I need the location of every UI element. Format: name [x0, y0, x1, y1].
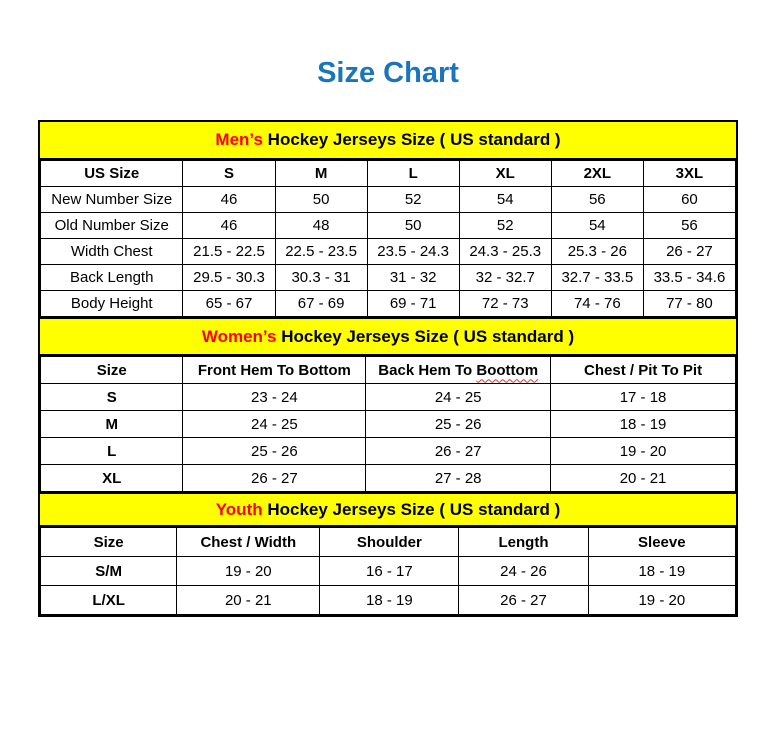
table-cell: 50: [367, 213, 459, 239]
table-cell: 33.5 - 34.6: [643, 265, 735, 291]
row-label: L/XL: [41, 586, 177, 615]
row-label: L: [41, 438, 183, 465]
column-header: XL: [459, 161, 551, 187]
table-cell: 25 - 26: [366, 411, 551, 438]
table-cell: 67 - 69: [275, 291, 367, 317]
table-cell: 26 - 27: [183, 465, 366, 492]
table-cell: 32.7 - 33.5: [551, 265, 643, 291]
row-label: S: [41, 384, 183, 411]
page-title: Size Chart: [317, 57, 459, 89]
table-cell: 69 - 71: [367, 291, 459, 317]
youth-section-title: Hockey Jerseys Size ( US standard ): [262, 499, 561, 519]
column-header: L: [367, 161, 459, 187]
row-label: S/M: [41, 557, 177, 586]
table-cell: 54: [551, 213, 643, 239]
table-cell: 19 - 20: [588, 586, 735, 615]
table-row: [41, 265, 736, 291]
table-row: [41, 586, 736, 615]
table-cell: 77 - 80: [643, 291, 735, 317]
table-cell: 54: [459, 187, 551, 213]
mens-size-table: [40, 160, 736, 317]
row-label: New Number Size: [41, 187, 183, 213]
youth-section-header: [40, 492, 736, 527]
table-cell: 18 - 19: [320, 586, 459, 615]
table-cell: 26 - 27: [459, 586, 588, 615]
table-cell: 20 - 21: [551, 465, 736, 492]
table-row: [41, 187, 736, 213]
column-header: US Size: [41, 161, 183, 187]
table-cell: 26 - 27: [366, 438, 551, 465]
table-row: [41, 465, 736, 492]
table-cell: 22.5 - 23.5: [275, 239, 367, 265]
table-cell: 18 - 19: [551, 411, 736, 438]
table-cell: 23.5 - 24.3: [367, 239, 459, 265]
row-label: XL: [41, 465, 183, 492]
table-cell: 21.5 - 22.5: [183, 239, 275, 265]
table-cell: 31 - 32: [367, 265, 459, 291]
womens-section-highlight: Women’s: [201, 326, 277, 346]
youth-section-highlight: Youth: [215, 499, 263, 519]
table-cell: 50: [275, 187, 367, 213]
table-cell: 18 - 19: [588, 557, 735, 586]
table-cell: 27 - 28: [366, 465, 551, 492]
table-row: [41, 438, 736, 465]
size-chart-container: [38, 120, 738, 617]
mens-section-highlight: Men’s: [215, 130, 263, 149]
table-cell: 20 - 21: [177, 586, 320, 615]
table-cell: 16 - 17: [320, 557, 459, 586]
table-cell: 32 - 32.7: [459, 265, 551, 291]
table-row: [41, 557, 736, 586]
table-cell: 17 - 18: [551, 384, 736, 411]
mens-section-header: [40, 122, 736, 160]
row-label: Old Number Size: [41, 213, 183, 239]
column-header: Length: [459, 528, 588, 557]
table-cell: 60: [643, 187, 735, 213]
column-header: Sleeve: [588, 528, 735, 557]
row-label: Width Chest: [41, 239, 183, 265]
table-cell: 48: [275, 213, 367, 239]
table-cell: 52: [459, 213, 551, 239]
table-cell: 26 - 27: [643, 239, 735, 265]
row-label: Body Height: [41, 291, 183, 317]
table-cell: 56: [551, 187, 643, 213]
womens-section-title: Hockey Jerseys Size ( US standard ): [276, 326, 575, 346]
table-header-row: [41, 357, 736, 384]
mens-section-title: Hockey Jerseys Size ( US standard ): [262, 130, 561, 149]
table-cell: 52: [367, 187, 459, 213]
column-header: 3XL: [643, 161, 735, 187]
table-row: [41, 291, 736, 317]
table-cell: 19 - 20: [177, 557, 320, 586]
row-label: Back Length: [41, 265, 183, 291]
table-header-row: [41, 528, 736, 557]
table-cell: 24.3 - 25.3: [459, 239, 551, 265]
column-header: S: [183, 161, 275, 187]
table-cell: 24 - 25: [183, 411, 366, 438]
table-cell: 29.5 - 30.3: [183, 265, 275, 291]
table-cell: 30.3 - 31: [275, 265, 367, 291]
table-row: [41, 411, 736, 438]
column-header: Shoulder: [320, 528, 459, 557]
table-row: [41, 213, 736, 239]
column-header: [366, 357, 551, 384]
table-cell: 74 - 76: [551, 291, 643, 317]
table-cell: 25.3 - 26: [551, 239, 643, 265]
table-cell: 46: [183, 213, 275, 239]
table-cell: 23 - 24: [183, 384, 366, 411]
table-row: [41, 384, 736, 411]
column-header: 2XL: [551, 161, 643, 187]
table-cell: 46: [183, 187, 275, 213]
column-header: Chest / Pit To Pit: [551, 357, 736, 384]
table-cell: 25 - 26: [183, 438, 366, 465]
column-header: Front Hem To Bottom: [183, 357, 366, 384]
table-cell: 65 - 67: [183, 291, 275, 317]
table-row: [41, 239, 736, 265]
column-header: Size: [41, 528, 177, 557]
table-cell: 72 - 73: [459, 291, 551, 317]
table-cell: 56: [643, 213, 735, 239]
womens-section-header: [40, 317, 736, 356]
womens-size-table: [40, 356, 736, 492]
table-cell: 19 - 20: [551, 438, 736, 465]
column-header: Size: [41, 357, 183, 384]
column-header: M: [275, 161, 367, 187]
table-cell: 24 - 26: [459, 557, 588, 586]
youth-size-table: [40, 527, 736, 615]
table-header-row: [41, 161, 736, 187]
column-header: Chest / Width: [177, 528, 320, 557]
row-label: M: [41, 411, 183, 438]
column-header-text: Back Hem To: [378, 361, 477, 379]
misspelled-word: Boottom: [476, 361, 539, 379]
table-cell: 24 - 25: [366, 384, 551, 411]
